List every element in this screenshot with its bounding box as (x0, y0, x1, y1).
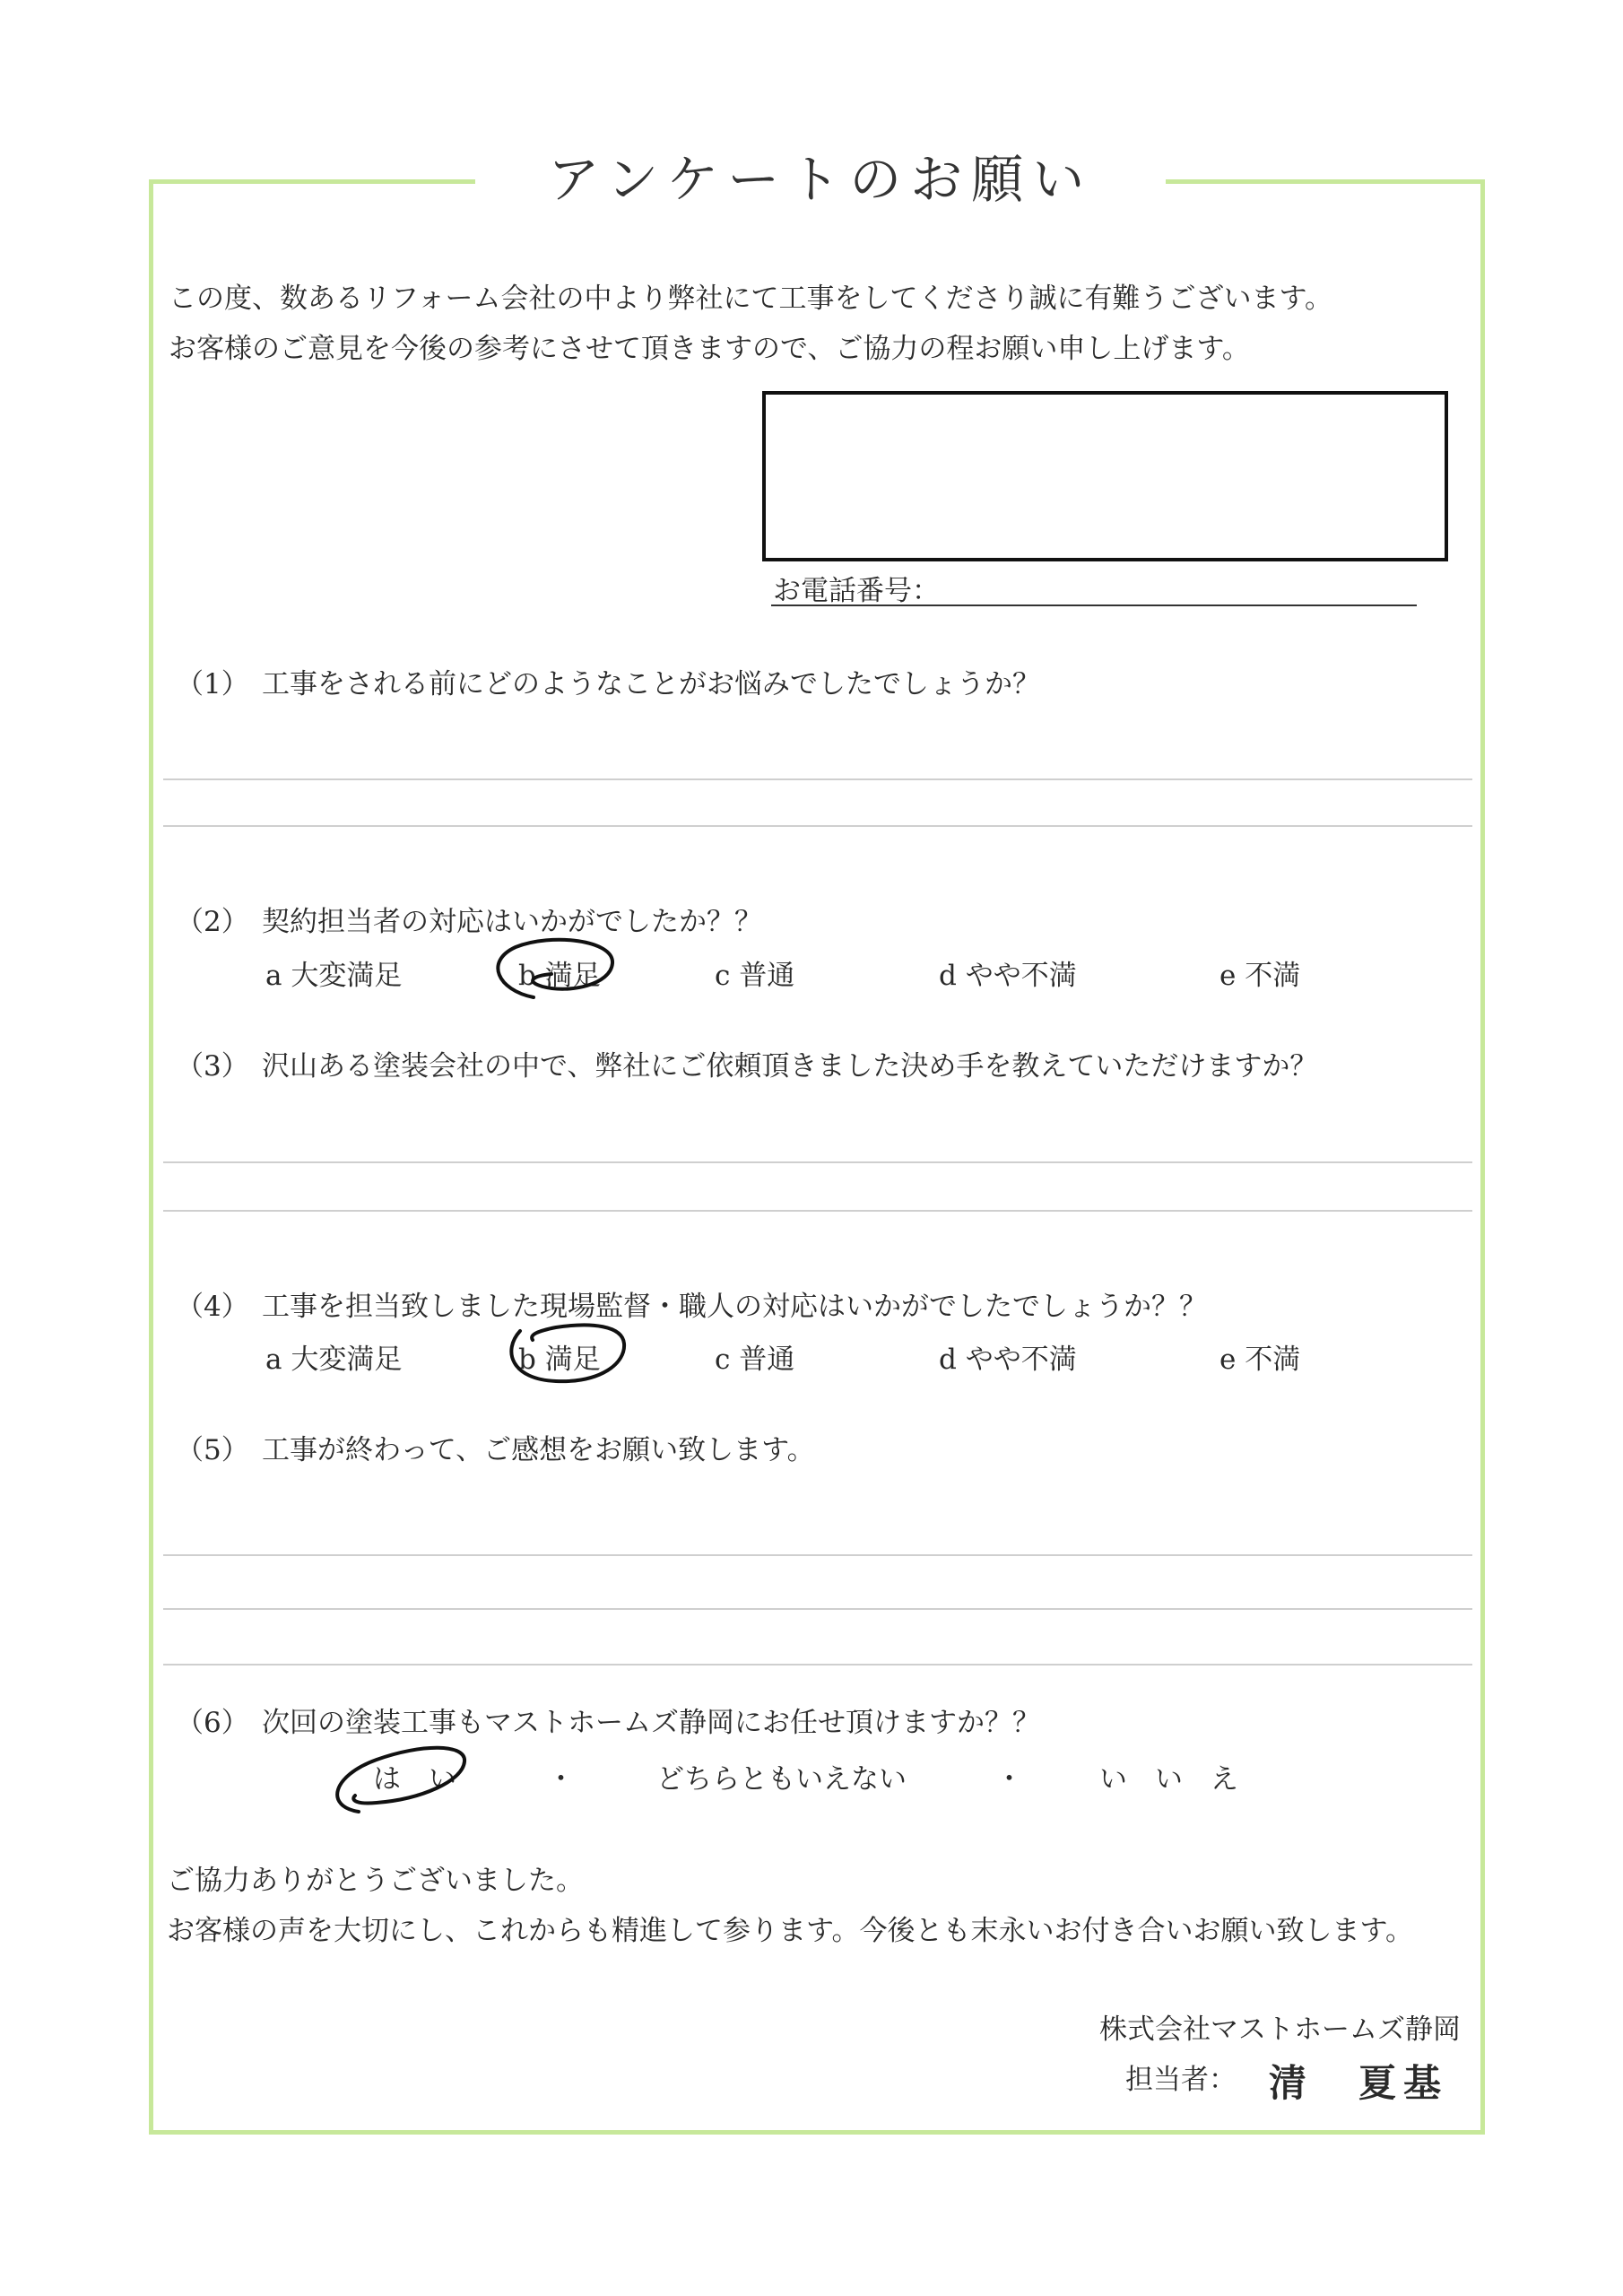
q4-selection-circle (502, 1324, 637, 1396)
question-4-text: 工事を担当致しました現場監督・職人の対応はいかがでしたでしょうか？？ (262, 1291, 1207, 1323)
q4-option-b: b 満足 (518, 1344, 601, 1376)
staff-name: 清 夏基 (1269, 2061, 1449, 2105)
q6-separator: ・ (995, 1763, 1023, 1796)
question-3-number: （3） (176, 1050, 249, 1083)
q6-option-yes: は い (373, 1763, 456, 1796)
answer-line (163, 825, 1472, 827)
answer-line (163, 1161, 1472, 1163)
question-1-number: （1） (176, 668, 249, 700)
q6-selection-circle (323, 1740, 475, 1830)
closing-line-2: お客様の声を大切にし、これからも精進して参ります。今後とも末永いお付き合いお願い致します。 (167, 1915, 1414, 1947)
q4-option-d: d やや不満 (939, 1344, 1077, 1376)
q6-option-no: い い え (1099, 1763, 1238, 1796)
question-5-text: 工事が終わって、ご感想をお願い致します。 (262, 1434, 815, 1466)
question-6-number: （6） (176, 1707, 249, 1739)
question-4-number: （4） (176, 1291, 249, 1323)
answer-line (163, 1210, 1472, 1212)
q2-option-a: a 大変満足 (265, 960, 403, 992)
answer-line (163, 778, 1472, 780)
question-6-text: 次回の塗装工事もマストホームズ静岡にお任せ頂けますか？？ (262, 1707, 1040, 1739)
phone-label: お電話番号： (773, 575, 940, 607)
intro-line-2: お客様のご意見を今後の参考にさせて頂きますので、ご協力の程お願い申し上げます。 (169, 333, 1250, 365)
company-name: 株式会社マストホームズ静岡 (1099, 2013, 1461, 2046)
question-1-text: 工事をされる前にどのようなことがお悩みでしたでしょうか？ (262, 668, 1040, 700)
answer-line (163, 1608, 1472, 1610)
address-box (762, 391, 1448, 561)
q2-option-c: c 普通 (715, 960, 795, 992)
q4-option-a: a 大変満足 (265, 1344, 403, 1376)
question-3-text: 沢山ある塗装会社の中で、弊社にご依頼頂きました決め手を教えていただけますか？ (262, 1050, 1318, 1083)
q6-separator: ・ (547, 1763, 575, 1796)
answer-line (163, 1664, 1472, 1665)
question-2-text: 契約担当者の対応はいかがでしたか？？ (262, 906, 762, 938)
question-2-number: （2） (176, 906, 249, 938)
q2-option-d: d やや不満 (939, 960, 1077, 992)
q2-option-b: b 満足 (518, 960, 601, 992)
closing-line-1: ご協力ありがとうございました。 (167, 1865, 584, 1897)
q2-selection-circle (480, 935, 623, 1006)
q6-option-neither: どちらともいえない (656, 1763, 907, 1796)
q4-option-c: c 普通 (715, 1344, 795, 1376)
intro-line-1: この度、数あるリフォーム会社の中より弊社にて工事をしてくださり誠に有難うございます。 (169, 283, 1332, 315)
phone-underline (771, 604, 1417, 606)
form-title: アンケートのお願い (547, 149, 1094, 210)
q2-option-e: e 不満 (1219, 960, 1301, 992)
question-5-number: （5） (176, 1434, 249, 1466)
q4-option-e: e 不満 (1219, 1344, 1301, 1376)
answer-line (163, 1554, 1472, 1556)
staff-label: 担当者： (1125, 2064, 1237, 2096)
